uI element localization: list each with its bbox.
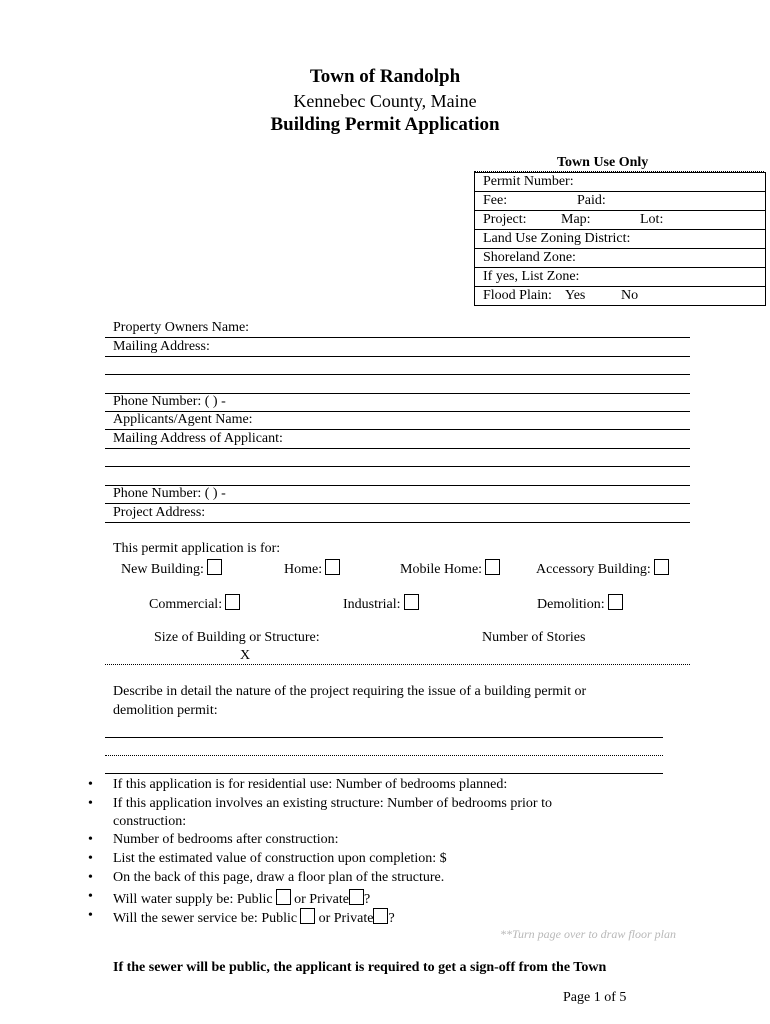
demolition-checkbox[interactable] <box>608 594 623 610</box>
project-row <box>475 210 765 229</box>
description-line-2-blank[interactable] <box>105 755 663 756</box>
home-option <box>284 559 340 578</box>
flood-plain-row <box>475 286 765 305</box>
home-checkbox[interactable] <box>325 559 340 575</box>
bullet-bedrooms-prior: If this application involves an existing structure: Number of bedrooms prior to <box>113 796 552 811</box>
shoreland-label: Shoreland Zone: <box>483 250 576 265</box>
paid-field[interactable]: Paid: <box>577 193 606 208</box>
list-zone-label: If yes, List Zone: <box>483 269 580 284</box>
new-building-checkbox[interactable] <box>207 559 222 575</box>
map-field[interactable]: Map: <box>561 212 591 227</box>
lot-field[interactable]: Lot: <box>640 212 664 227</box>
flood-plain-no[interactable]: No <box>621 288 639 303</box>
demolition-option <box>537 594 623 613</box>
owner-name-label: Property Owners Name: <box>113 320 250 335</box>
bullet-bedrooms-planned: If this application is for residential use: Number of bedrooms planned: <box>113 777 508 792</box>
accessory-building-checkbox[interactable] <box>654 559 669 575</box>
bullet-estimated-value: List the estimated value of construction upon completion: $ <box>113 851 447 866</box>
water-question-mark: ? <box>363 892 371 907</box>
demolition-label: Demolition: <box>537 597 605 612</box>
permit-number-label: Permit Number: <box>483 174 574 189</box>
zoning-field[interactable] <box>475 229 765 248</box>
form-title: Building Permit Application <box>270 114 500 135</box>
owner-mailing-line[interactable] <box>105 356 690 357</box>
permit-number-field[interactable] <box>475 173 765 191</box>
industrial-label: Industrial: <box>343 597 401 612</box>
accessory-building-label: Accessory Building: <box>536 562 651 577</box>
list-zone-field[interactable] <box>475 267 765 286</box>
sewer-private-checkbox[interactable] <box>373 908 388 924</box>
bullet-6-dot: • <box>88 889 93 904</box>
water-private-label: or Private <box>294 892 349 907</box>
applicant-phone-line[interactable] <box>105 503 690 504</box>
applicant-mailing-line[interactable] <box>105 448 690 449</box>
bullet-2-dot: • <box>88 796 93 811</box>
bullet-floor-plan: On the back of this page, draw a floor plan of the structure. <box>113 870 445 885</box>
commercial-checkbox[interactable] <box>225 594 240 610</box>
town-use-box <box>474 172 766 306</box>
size-label: Size of Building or Structure: <box>154 630 320 645</box>
bullet-1-dot: • <box>88 777 93 792</box>
description-line-2: demolition permit: <box>113 703 218 718</box>
applicant-name-label: Applicants/Agent Name: <box>113 412 253 427</box>
bullet-4-dot: • <box>88 851 93 866</box>
water-public-label: Will water supply be: Public <box>113 892 273 907</box>
water-public-checkbox[interactable] <box>276 889 291 905</box>
sewer-private-label: or Private <box>318 911 374 926</box>
sewer-signoff-note: If the sewer will be public, the applicant is required to get a sign-off from the Town <box>113 960 607 975</box>
bullet-bedrooms-after: Number of bedrooms after construction: <box>113 832 339 847</box>
project-field[interactable]: Project: <box>483 212 527 227</box>
mobile-home-label: Mobile Home: <box>400 562 483 577</box>
owner-mailing-line-2[interactable] <box>105 374 690 375</box>
flood-plain-yes[interactable]: Yes <box>565 288 586 303</box>
industrial-option <box>343 594 419 613</box>
size-x-label: X <box>240 648 251 663</box>
applicant-phone-label: Phone Number: ( ) - <box>113 486 226 501</box>
bullet-water-supply <box>113 889 370 908</box>
bullet-7-dot: • <box>88 908 93 923</box>
applicant-mailing-line-2[interactable] <box>105 466 690 467</box>
stories-label: Number of Stories <box>482 630 586 645</box>
county-title: Kennebec County, Maine <box>293 91 477 111</box>
permit-type-intro: This permit application is for: <box>113 541 281 556</box>
applicant-name-line[interactable] <box>105 429 690 430</box>
size-line[interactable] <box>105 664 690 665</box>
water-private-checkbox[interactable] <box>349 889 364 905</box>
home-label: Home: <box>284 562 323 577</box>
commercial-option <box>149 594 240 613</box>
shoreland-field[interactable] <box>475 248 765 267</box>
sewer-public-label: Will the sewer service be: Public <box>113 911 298 926</box>
project-address-label: Project Address: <box>113 505 206 520</box>
new-building-option <box>121 559 222 578</box>
turn-page-note: **Turn page over to draw floor plan <box>500 927 677 941</box>
new-building-label: New Building: <box>121 562 204 577</box>
town-title: Town of Randolph <box>309 66 461 87</box>
town-use-label: Town Use Only <box>557 155 649 170</box>
bullet-sewer-service <box>113 908 395 927</box>
owner-phone-label: Phone Number: ( ) - <box>113 394 226 409</box>
mobile-home-checkbox[interactable] <box>485 559 500 575</box>
description-line-1: Describe in detail the nature of the project requiring the issue of a building permit or <box>113 684 587 699</box>
sewer-public-checkbox[interactable] <box>300 908 315 924</box>
fee-row <box>475 191 765 210</box>
commercial-label: Commercial: <box>149 597 223 612</box>
bullet-5-dot: • <box>88 870 93 885</box>
sewer-question-mark: ? <box>388 911 395 926</box>
description-line[interactable] <box>105 737 663 738</box>
zoning-label: Land Use Zoning District: <box>483 231 631 246</box>
page-number: Page 1 of 5 <box>563 990 627 1005</box>
fee-field[interactable]: Fee: <box>483 193 508 208</box>
bullet-bedrooms-prior-cont: construction: <box>113 814 187 829</box>
flood-plain-label: Flood Plain: <box>483 288 552 303</box>
description-line-3-blank[interactable] <box>105 773 663 774</box>
owner-mailing-label: Mailing Address: <box>113 339 210 354</box>
project-address-line[interactable] <box>105 522 690 523</box>
bullet-3-dot: • <box>88 832 93 847</box>
industrial-checkbox[interactable] <box>404 594 419 610</box>
accessory-building-option <box>536 559 669 578</box>
owner-name-line[interactable] <box>105 337 690 338</box>
applicant-mailing-label: Mailing Address of Applicant: <box>113 431 283 446</box>
mobile-home-option <box>400 559 500 578</box>
